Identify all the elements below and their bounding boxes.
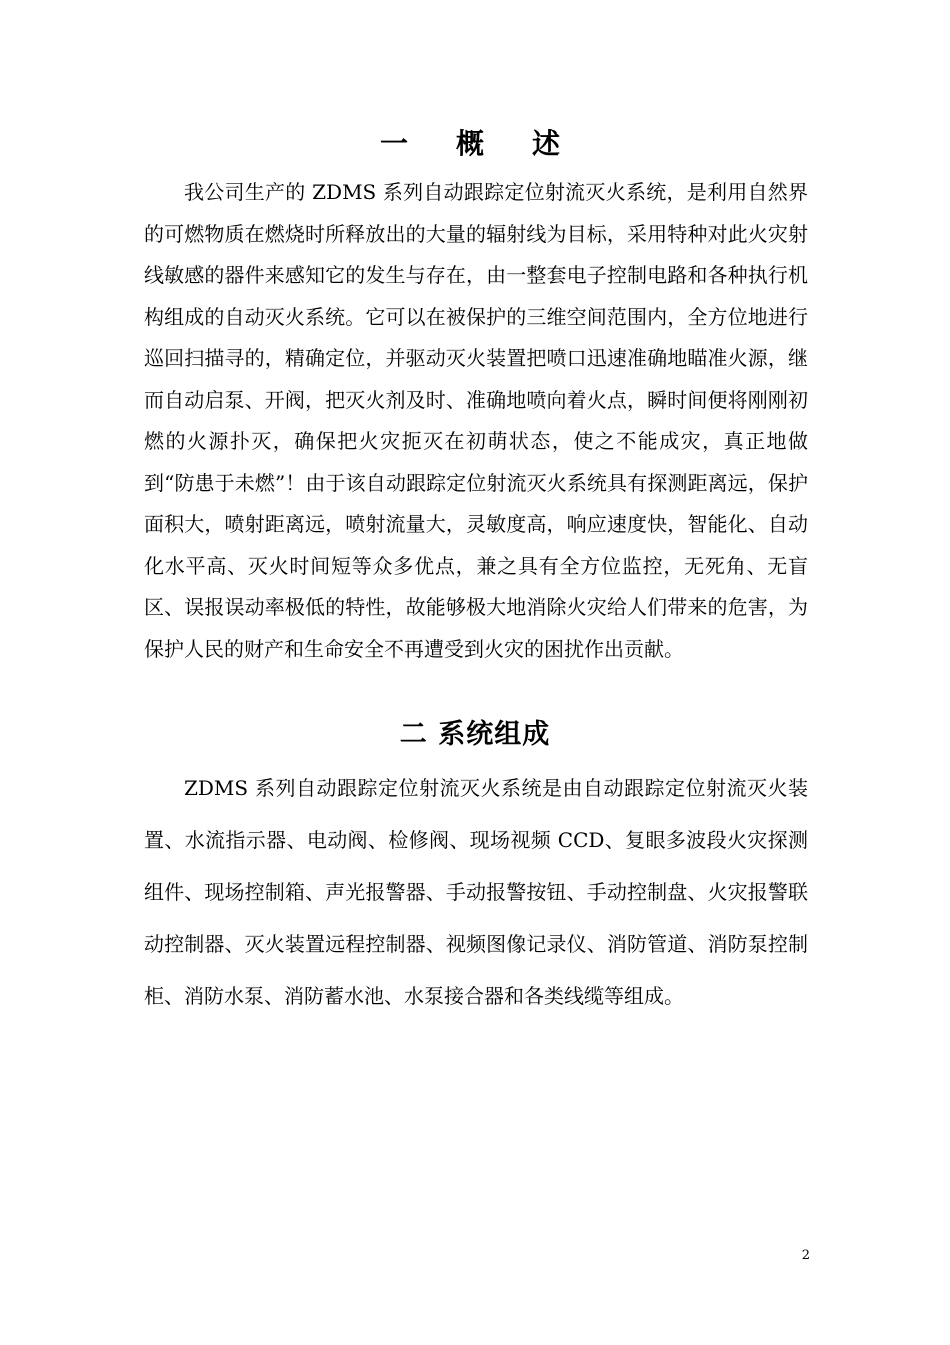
overview-paragraph: 我公司生产的 ZDMS 系列自动跟踪定位射流灭火系统，是利用自然界的可燃物质在燃烧时所释放出的大量的辐射线为目标，采用特种对此火灾射线敏感的器件来感知它的发生与存在，由一整套电子控制电路和各种执行机构组成的自动灭火系统。它可以在被保护的三维空间范围内，全方位地进行巡回扫描寻的，精确定位，并驱动灭火装置把喷口迅速准确地瞄准火源，继而自动启泵、开阀，把灭火剂及时、准确地喷向着火点，瞬时间便将刚刚初燃的火源扑灭，确保把火灾扼灭在初萌状态，使之不能成灾，真正地做到“防患于未燃”！由于该自动跟踪定位射流灭火系统具有探测距离远，保护面积大，喷射距离远，喷射流量大，灵敏度高，响应速度快，智能化、自动化水平高、灭火时间短等众多优点，兼之具有全方位监控，无死角、无盲区、误报误动率极低的特性，故能够极大地消除火灾给人们带来的危害，为保护人民的财产和生命安全不再遭受到火灾的困扰作出贡献。: [144, 180, 808, 661]
page-number: 2: [801, 1248, 810, 1263]
system-composition-paragraph: ZDMS 系列自动跟踪定位射流灭火系统是由自动跟踪定位射流灭火装置、水流指示器、电动阀、检修阀、现场视频 CCD、复眼多波段火灾探测组件、现场控制箱、声光报警器、手动报警按钮、手动控制盘、火灾报警联动控制器、灭火装置远程控制器、视频图像记录仪、消防管道、消防泵控制柜、消防水泵、消防蓄水池、水泵接合器和各类线缆等组成。: [144, 776, 808, 1008]
section-title-overview: 一 概 述: [379, 127, 570, 160]
section-title-system-composition: 二 系统组成: [399, 719, 551, 750]
